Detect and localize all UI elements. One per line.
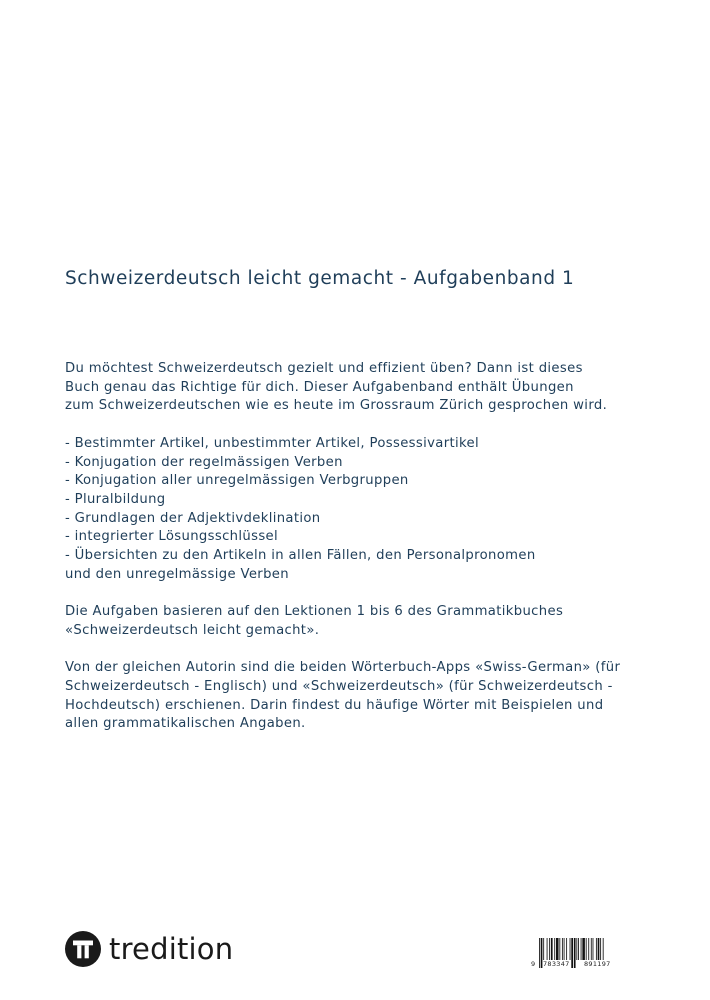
basis-line: «Schweizerdeutsch leicht gemacht». xyxy=(65,622,320,638)
barcode-bar xyxy=(570,938,571,960)
barcode-bar xyxy=(576,938,577,960)
basis-line: Die Aufgaben basieren auf den Lektionen 1 bis 6 des Grammatikbuches xyxy=(65,604,564,620)
barcode-bar xyxy=(564,938,565,960)
topic-list-item: - Pluralbildung xyxy=(65,491,166,507)
barcode-bar xyxy=(574,938,576,968)
barcode-bar xyxy=(571,938,573,968)
barcode-bar xyxy=(551,938,553,960)
topic-list-item: - integrierter Lösungsschlüssel xyxy=(65,529,279,545)
barcode-digits-left: 783347 xyxy=(543,960,570,968)
barcode-bar xyxy=(598,938,600,960)
intro-line: Buch genau das Richtige für dich. Dieser Aufgabenband enthält Übungen xyxy=(65,379,574,395)
apps-line: Von der gleichen Autorin sind die beiden Wörterbuch-Apps «Swiss-German» (für xyxy=(65,660,621,676)
barcode-bar xyxy=(556,938,559,960)
book-title: Schweizerdeutsch leicht gemacht - Aufgabenband 1 xyxy=(65,268,575,289)
publisher-name: tredition xyxy=(109,932,234,966)
barcode-bar xyxy=(562,938,563,960)
topic-list-item: - Grundlagen der Adjektivdeklination xyxy=(65,510,321,526)
barcode-bar xyxy=(591,938,592,960)
topic-list-item: - Konjugation aller unregelmässigen Verbgruppen xyxy=(65,473,409,489)
barcode-bar xyxy=(596,938,597,960)
barcode-bar xyxy=(566,938,567,960)
barcode-bar xyxy=(588,938,589,960)
tredition-t-logo-icon xyxy=(65,931,101,967)
barcode-bar xyxy=(581,938,582,960)
barcode-bar xyxy=(586,938,587,960)
barcode-bar xyxy=(547,938,548,960)
barcode-bar xyxy=(559,938,560,960)
blurb-text xyxy=(65,360,665,734)
barcode-bar xyxy=(554,938,555,960)
barcode-digits-right: 891197 xyxy=(584,960,611,968)
apps-line: Hochdeutsch) erschienen. Darin findest du häufige Wörter mit Beispielen und xyxy=(65,697,604,713)
publisher-logo xyxy=(65,930,233,968)
barcode-bar xyxy=(549,938,550,960)
barcode-bar xyxy=(539,938,540,968)
barcode-bar xyxy=(582,938,585,960)
apps-line: allen grammatikalischen Angaben. xyxy=(65,716,306,732)
intro-line: zum Schweizerdeutschen wie es heute im Grossraum Zürich gesprochen wird. xyxy=(65,398,608,414)
topic-list-item: - Übersichten zu den Artikeln in allen Fällen, den Personalpronomen xyxy=(65,548,536,564)
topic-list-item: - Bestimmter Artikel, unbestimmter Artikel, Possessivartikel xyxy=(65,435,480,451)
intro-line: Du möchtest Schweizerdeutsch gezielt und effizient üben? Dann ist dieses xyxy=(65,361,583,376)
barcode-bar xyxy=(593,938,594,960)
topic-list-item: und den unregelmässige Verben xyxy=(65,566,289,582)
barcode-bar xyxy=(543,938,544,960)
barcode-bar xyxy=(600,938,601,960)
topic-list-item: - Konjugation der regelmässigen Verben xyxy=(65,454,343,470)
barcode-bar xyxy=(578,938,579,960)
apps-line: Schweizerdeutsch - Englisch) und «Schweizerdeutsch» (für Schweizerdeutsch - xyxy=(65,678,613,694)
barcode-digit-first: 9 xyxy=(531,960,536,968)
